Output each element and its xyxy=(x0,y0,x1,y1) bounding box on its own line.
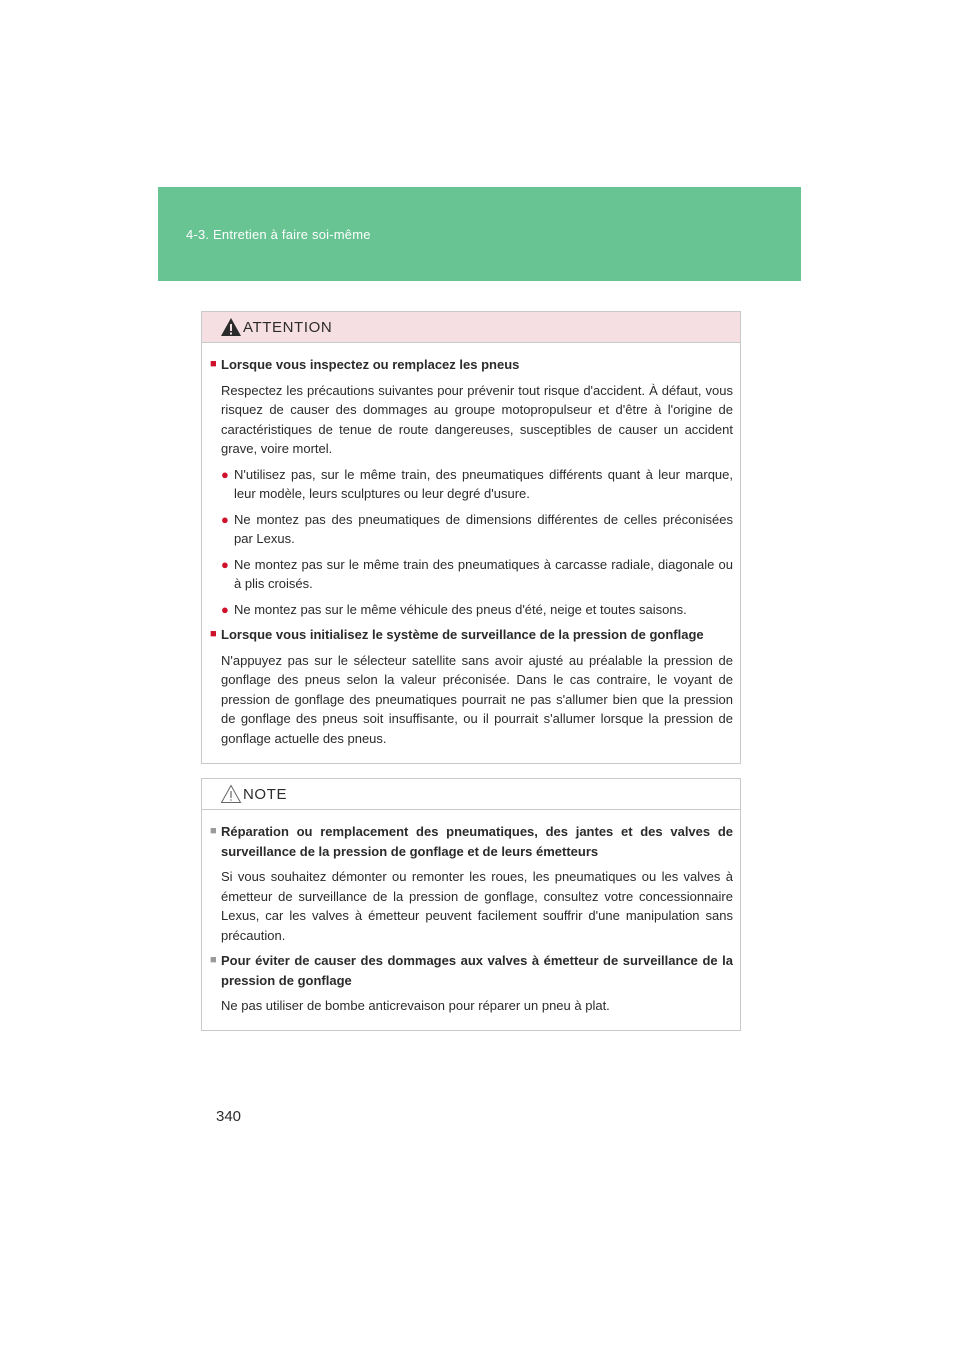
round-bullet-icon: ● xyxy=(221,556,229,572)
caution-body xyxy=(202,343,740,748)
square-bullet-icon: ■ xyxy=(210,825,217,837)
caution-item-text: N'appuyez pas sur le sélecteur satellite sans avoir ajusté au préalable la pression de gonflage des pneus selon la valeur préconisée. Dans le cas contraire, le voyant de pression de gonflage des pneumatiques pourrait ne pas s'allumer bien que la pression de gonflage des pneus soit insuffisante, ou il pourrait s'allumer lorsque la pression de gonflage actuelle des pneus. xyxy=(221,652,733,746)
caution-item-heading: ■ Lorsque vous initialisez le système de surveillance de la pression de gonflage xyxy=(210,625,733,645)
note-title: NOTE xyxy=(243,786,288,803)
caution-bullet: ● Ne montez pas sur le même train des pneumatiques à carcasse radiale, diagonale ou à plis croisés. xyxy=(221,555,733,594)
square-bullet-icon: ■ xyxy=(210,954,217,966)
round-bullet-icon: ● xyxy=(221,601,229,617)
round-bullet-icon: ● xyxy=(221,511,229,527)
caution-bullet: ● Ne montez pas sur le même véhicule des pneus d'été, neige et toutes saisons. xyxy=(221,600,733,620)
caution-header xyxy=(202,312,740,343)
caution-item-heading: ■ Lorsque vous inspectez ou remplacez les pneus xyxy=(210,355,733,375)
caution-box xyxy=(201,311,741,764)
caution-bullet: ● Ne montez pas des pneumatiques de dimensions différentes de celles préconisées par Lexus. xyxy=(221,510,733,549)
caution-title: ATTENTION xyxy=(243,319,333,336)
note-header xyxy=(202,779,740,810)
note-box xyxy=(201,778,741,1031)
caution-item-text: Respectez les précautions suivantes pour prévenir tout risque d'accident. À défaut, vous risquez de causer des dommages au groupe motopropulseur et d'être à l'origine de caractéristiques de tenue de route dangereuses, susceptibles de causer un accident grave, voire mortel. xyxy=(221,382,733,456)
warning-icon xyxy=(220,317,242,337)
caution-bullet: ● N'utilisez pas, sur le même train, des pneumatiques différents quant à leur marque, leur modèle, leurs sculptures ou leur degré d'usure. xyxy=(221,465,733,504)
page-number: 340 xyxy=(216,1108,242,1125)
note-item-text: Ne pas utiliser de bombe anticrevaison pour réparer un pneu à plat. xyxy=(221,998,610,1013)
warning-outline-icon xyxy=(220,784,242,804)
square-bullet-icon: ■ xyxy=(210,358,217,370)
note-item-text: Si vous souhaitez démonter ou remonter les roues, les pneumatiques ou les valves à émetteur de surveillance de la pression de gonflage, consultez votre concessionnaire Lexus, car les valves à émetteur peuvent facilement souffrir d'une manipulation sans précaution. xyxy=(221,869,733,943)
section-title: 4-3. Entretien à faire soi-même xyxy=(186,227,371,242)
square-bullet-icon: ■ xyxy=(210,628,217,640)
note-body xyxy=(202,810,740,1016)
note-item-heading: ■ Pour éviter de causer des dommages aux valves à émetteur de surveillance de la pression de gonflage xyxy=(210,951,733,990)
round-bullet-icon: ● xyxy=(221,466,229,482)
note-item-heading: ■ Réparation ou remplacement des pneumatiques, des jantes et des valves de surveillance de la pression de gonflage et de leurs émetteurs xyxy=(210,822,733,861)
